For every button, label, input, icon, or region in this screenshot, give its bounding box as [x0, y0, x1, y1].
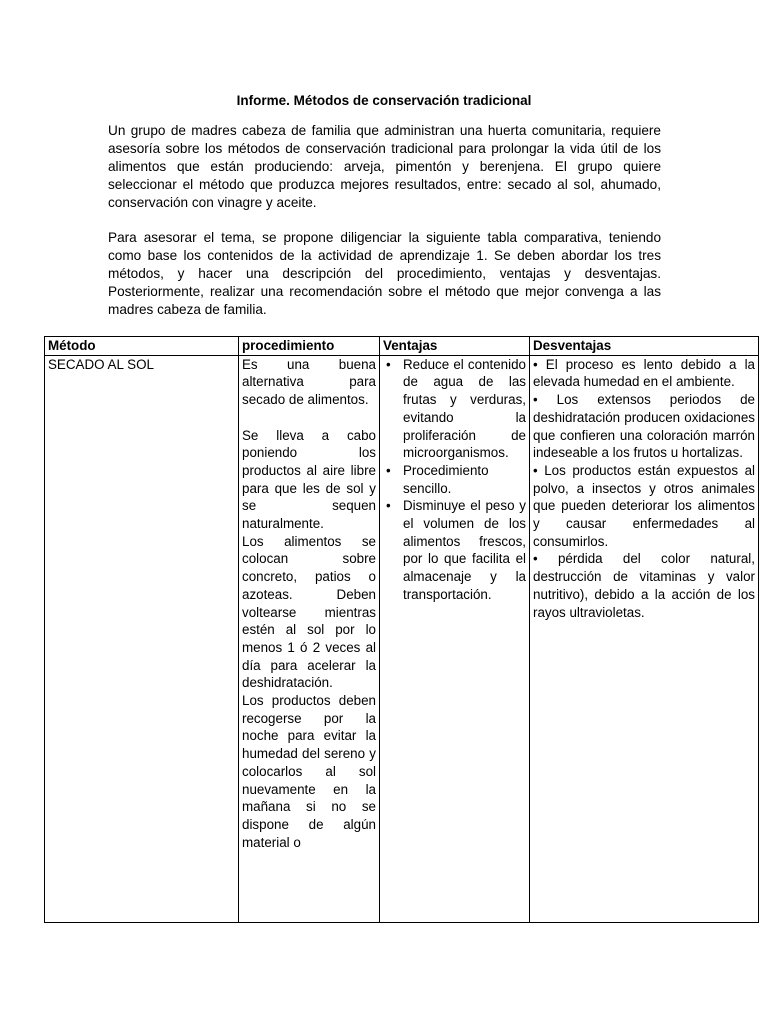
procedure-paragraph: Los productos deben recogerse por la noche para evitar la humedad del sereno y colocarlos al sol nuevamente en la mañana si no se dispone de algún material o	[242, 693, 376, 850]
advantage-item: • Disminuye el peso y el volumen de los alimentos frescos, por lo que facilita el almacenaje y la transportación.	[383, 497, 526, 603]
procedure-paragraph: Es una buena alternativa para secado de alimentos.	[242, 356, 376, 408]
comparison-table	[44, 336, 759, 923]
disadvantage-item: • El proceso es lento debido a la elevada humedad en el ambiente.	[533, 356, 755, 390]
header-method: Método	[45, 337, 239, 356]
instructions-paragraph: Para asesorar el tema, se propone diligenciar la siguiente tabla comparativa, teniendo como base los contenidos de la actividad de aprendizaje 1. Se deben abordar los tres métodos, y hacer una descripción del procedimiento, ventajas y desventajas. Posteriormente, realizar una recomendación sobre el método que mejor convenga a las madres cabeza de familia.	[108, 230, 661, 317]
document-title: Informe. Métodos de conservación tradicional	[236, 93, 532, 108]
disadvantage-item: • Los productos están expuestos al polvo, a insectos y otros animales que pueden deteriorar los alimentos y causar enfermedades al consumirlos.	[533, 462, 755, 549]
method-cell: SECADO AL SOL	[45, 355, 239, 922]
disadvantage-item: • pérdida del color natural, destrucción de vitaminas y valor nutritivo), debido a la acción de los rayos ultravioletas.	[533, 551, 755, 620]
advantage-item: • Reduce el contenido de agua de las frutas y verduras, evitando la proliferación de microorganismos.	[383, 356, 526, 462]
advantages-list	[383, 356, 526, 604]
intro-paragraph: Un grupo de madres cabeza de familia que administran una huerta comunitaria, requiere asesoría sobre los métodos de conservación tradicional para prolongar la vida útil de los alimentos que están produciendo: arveja, pimentón y berenjena. El grupo quiere seleccionar el método que produzca mejores resultados, entre: secado al sol, ahumado, conservación con vinagre y aceite.	[108, 123, 661, 210]
header-procedure: procedimiento	[239, 337, 380, 356]
advantage-item: • Procedimiento sencillo.	[383, 462, 526, 497]
disadvantages-cell	[530, 355, 759, 922]
table-header-row	[45, 337, 759, 356]
table-row	[45, 355, 759, 922]
header-disadvantages: Desventajas	[530, 337, 759, 356]
disadvantage-item: • Los extensos periodos de deshidratación producen oxidaciones que confieren una coloración marrón indeseable a los frutos u hortalizas.	[533, 392, 755, 461]
procedure-paragraph: Se lleva a cabo poniendo los productos al aire libre para que les de sol y se sequen naturalmente.	[242, 427, 376, 532]
procedure-cell	[239, 355, 380, 922]
header-advantages: Ventajas	[380, 337, 530, 356]
procedure-paragraph: Los alimentos se colocan sobre concreto, patios o azoteas. Deben voltearse mientras estén al sol por lo menos 1 ó 2 veces al día para acelerar la deshidratación.	[242, 533, 376, 691]
advantages-cell	[380, 355, 530, 922]
